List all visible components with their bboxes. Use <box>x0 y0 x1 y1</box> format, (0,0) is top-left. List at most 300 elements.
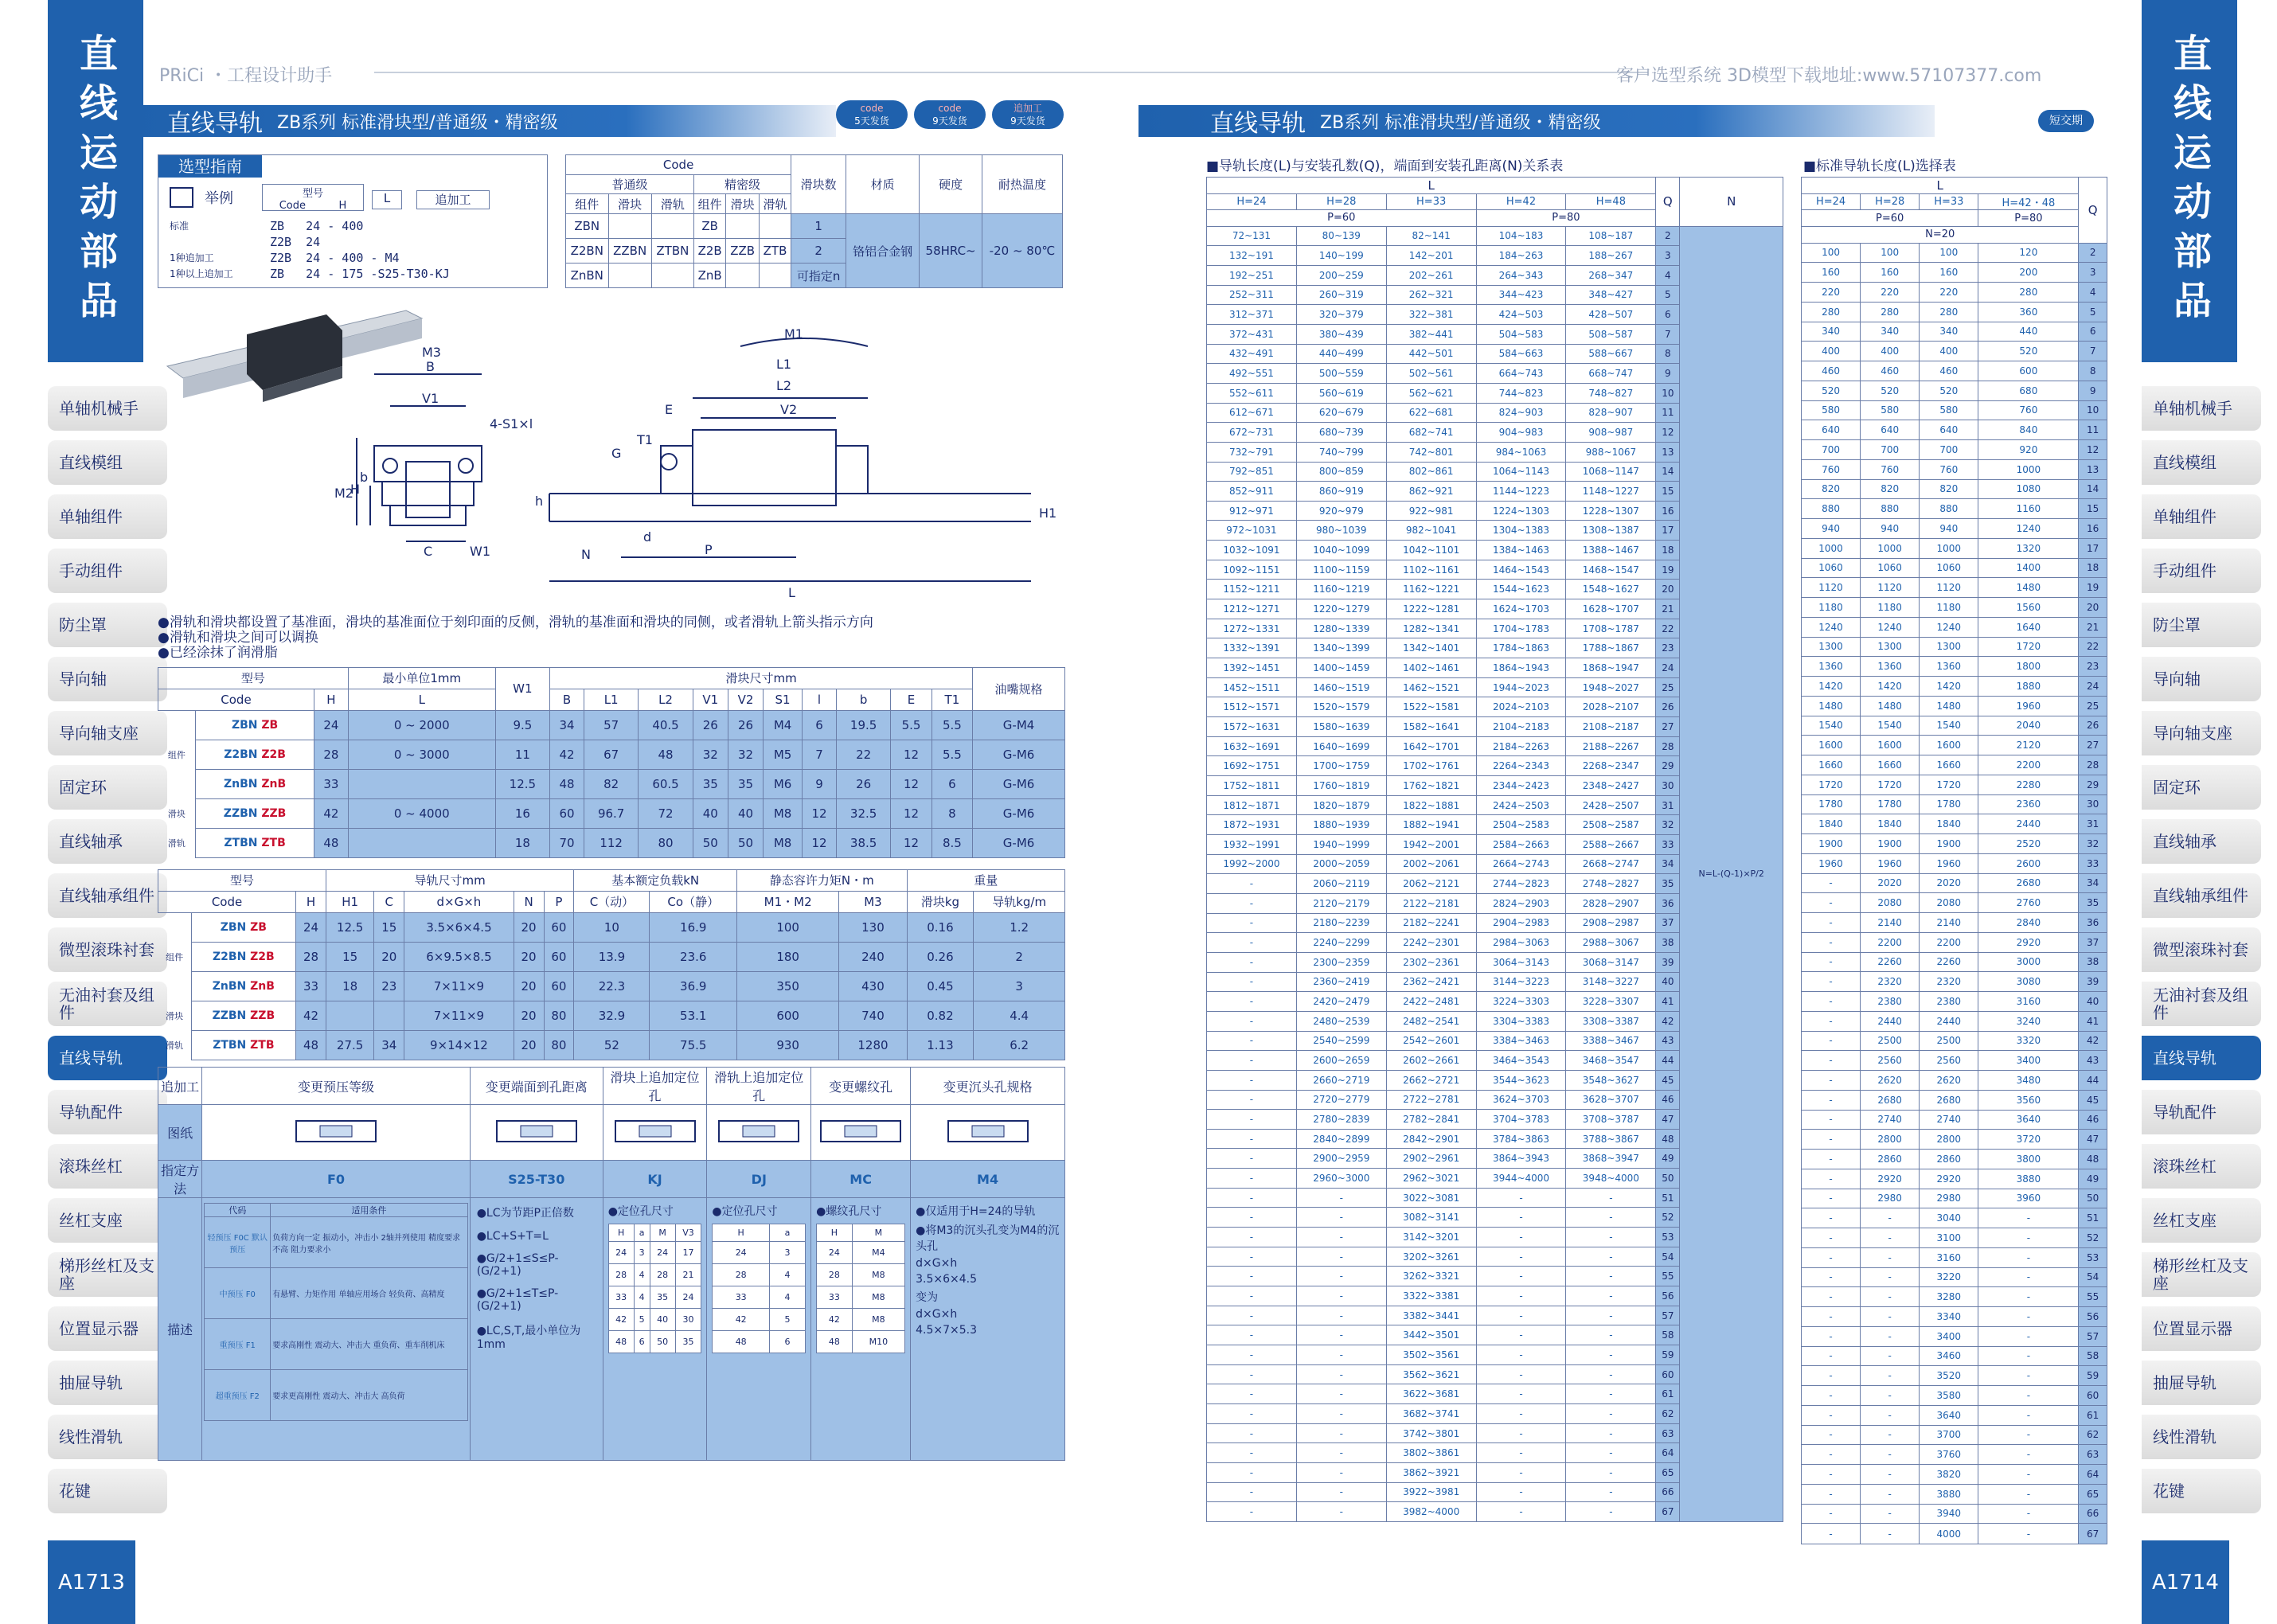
normal-head: 普通级 <box>566 174 694 194</box>
t1-cell-1-0: 132~191 <box>1207 246 1297 266</box>
preload-code-1: 中预压 F0 <box>205 1268 271 1319</box>
dim-code-a-1: Z2BN <box>224 748 258 761</box>
t2-cell-22-1: 1420 <box>1861 677 1920 697</box>
t1-cell-29-2: 1822~1881 <box>1386 795 1476 815</box>
rail-col-4: P <box>544 891 574 912</box>
t2-cell-30-2: 1900 <box>1920 834 1978 854</box>
dim-col-3: V1 <box>693 689 728 710</box>
t2-cell-7-4: 9 <box>2079 381 2107 400</box>
dim-v-4-6: 12 <box>803 828 837 857</box>
t2-cell-59-4: 61 <box>2079 1405 2107 1425</box>
code-cell-2-4 <box>726 264 759 288</box>
dim-v-0-4: 26 <box>728 710 763 740</box>
dim-v-3-2: 72 <box>639 798 693 828</box>
nav-item-16[interactable]: 梯形丝杠及支座 <box>48 1252 167 1297</box>
t2-cell-32-4: 34 <box>2079 873 2107 893</box>
t1-cell-56-2: 3442~3501 <box>1386 1325 1476 1345</box>
nav-item-3[interactable]: 手动组件 <box>2142 548 2261 593</box>
note-1: ●滑轨和滑块都设置了基准面，滑块的基准面位于刻印面的反侧，滑轨的基准面和滑块的同侧，或者滑轨上箭头指示方向 <box>158 615 873 630</box>
t2-cell-0-4: 2 <box>2079 243 2107 263</box>
dim-block-head: 滑块尺寸mm <box>550 668 973 689</box>
kj-r-3-2: 40 <box>650 1309 675 1331</box>
nav-item-11[interactable]: 无油衬套及组件 <box>2142 982 2261 1026</box>
t2-cell-35-1: 2200 <box>1861 932 1920 952</box>
t2-cell-56-0: - <box>1802 1346 1861 1366</box>
nav-item-7[interactable]: 固定环 <box>2142 765 2261 810</box>
m4-desc-cell <box>911 1198 1065 1461</box>
t2-cell-23-3: 1960 <box>1978 696 2079 716</box>
dim-v-0-0: 34 <box>550 710 584 740</box>
t1-cell-17-5: 19 <box>1656 560 1680 580</box>
t1-cell-61-4: - <box>1566 1423 1656 1443</box>
lbl-h: H <box>350 482 361 497</box>
nav-item-11[interactable]: 无油衬套及组件 <box>48 982 167 1026</box>
nav-item-1[interactable]: 直线模组 <box>2142 440 2261 485</box>
t1-cell-29-5: 31 <box>1656 795 1680 815</box>
t1-cell-33-4: 2748~2827 <box>1566 874 1656 894</box>
t1-cell-49-5: 51 <box>1656 1188 1680 1208</box>
dim-v-2-0: 48 <box>550 769 584 798</box>
t2-cell-16-3: 1400 <box>1978 558 2079 578</box>
t2-cell-63-0: - <box>1802 1484 1861 1504</box>
nav-item-2[interactable]: 单轴组件 <box>48 494 167 539</box>
t1-cell-43-2: 2662~2721 <box>1386 1070 1476 1090</box>
nav-item-9[interactable]: 直线轴承组件 <box>2142 873 2261 918</box>
t2-cell-6-0: 460 <box>1802 361 1861 381</box>
t1-cell-39-1: 2420~2479 <box>1296 992 1386 1012</box>
t2-cell-56-3: - <box>1978 1346 2079 1366</box>
t2-cell-51-2: 3160 <box>1920 1247 1978 1267</box>
dim-side-1: 组件 <box>167 749 186 760</box>
nav-item-10[interactable]: 微型滚珠衬套 <box>2142 927 2261 972</box>
rail-v-4-2: 9×14×12 <box>404 1030 514 1060</box>
t2-cell-20-3: 1720 <box>1978 637 2079 657</box>
t2-cell-15-1: 1000 <box>1861 538 1920 558</box>
t1-cell-41-1: 2540~2599 <box>1296 1031 1386 1051</box>
nav-item-14[interactable]: 滚珠丝杠 <box>2142 1144 2261 1189</box>
t1-cell-11-1: 740~799 <box>1296 442 1386 462</box>
t1-cell-54-4: - <box>1566 1286 1656 1306</box>
t1-cell-63-5: 65 <box>1656 1462 1680 1482</box>
t1-cell-46-1: 2840~2899 <box>1296 1129 1386 1149</box>
t1-cell-40-1: 2480~2539 <box>1296 1011 1386 1031</box>
nav-item-15[interactable]: 丝杠支座 <box>2142 1198 2261 1243</box>
t1-cell-15-2: 982~1041 <box>1386 521 1476 541</box>
nav-item-19[interactable]: 线性滑轨 <box>48 1415 167 1459</box>
t1-cell-1-1: 140~199 <box>1296 246 1386 266</box>
nav-item-15[interactable]: 丝杠支座 <box>48 1198 167 1243</box>
rail-v-2-2: 7×11×9 <box>404 971 514 1001</box>
t1-cell-60-5: 62 <box>1656 1404 1680 1424</box>
t1-cell-31-0: 1932~1991 <box>1207 834 1297 854</box>
block-head: 滑块 <box>608 194 651 214</box>
dim-v-2-8: 12 <box>891 769 931 798</box>
addon-spec-2: KJ <box>603 1161 707 1198</box>
t2-cell-50-4: 52 <box>2079 1228 2107 1248</box>
rail-code-4 <box>191 1030 295 1060</box>
t2-cell-37-3: 3080 <box>1978 972 2079 992</box>
t1-cell-51-2: 3142~3201 <box>1386 1228 1476 1247</box>
t1-cell-42-0: - <box>1207 1051 1297 1071</box>
t1-cell-61-1: - <box>1296 1423 1386 1443</box>
nav-item-2[interactable]: 单轴组件 <box>2142 494 2261 539</box>
delivery-badge-0 <box>836 100 908 129</box>
t2-cell-32-0: - <box>1802 873 1861 893</box>
code-cell-2-2 <box>651 264 693 288</box>
t1-cell-2-4: 268~347 <box>1566 265 1656 285</box>
dim-w1-0: 9.5 <box>495 710 549 740</box>
t2-cell-21-4: 23 <box>2079 657 2107 677</box>
rail-moment-col-1: M3 <box>839 891 907 912</box>
rail-v-0-1: 15 <box>374 912 404 942</box>
t2-cell-65-0: - <box>1802 1524 1861 1544</box>
nav-item-12[interactable]: 直线导轨 <box>48 1036 167 1080</box>
addon-spec-label: 指定方法 <box>158 1161 202 1198</box>
t1-cell-62-1: - <box>1296 1443 1386 1463</box>
t1-cell-12-5: 14 <box>1656 462 1680 482</box>
t1-cell-61-2: 3742~3801 <box>1386 1423 1476 1443</box>
selection-guide <box>158 154 548 288</box>
t2-cell-14-3: 1240 <box>1978 519 2079 539</box>
t1-cell-42-2: 2602~2661 <box>1386 1051 1476 1071</box>
t1-cell-29-4: 2428~2507 <box>1566 795 1656 815</box>
preload-code-3: 超重预压 F2 <box>205 1370 271 1421</box>
t2-cell-39-1: 2440 <box>1861 1011 1920 1031</box>
t2-cell-24-3: 2040 <box>1978 716 2079 736</box>
rail-v-3-8: 740 <box>839 1001 907 1030</box>
t1-cell-53-0: - <box>1207 1267 1297 1286</box>
t2-cell-41-3: 3400 <box>1978 1051 2079 1071</box>
nav-item-6[interactable]: 导向轴支座 <box>2142 711 2261 755</box>
t1-cell-33-1: 2060~2119 <box>1296 874 1386 894</box>
rail-v-1-1: 20 <box>374 942 404 971</box>
t2-cell-22-3: 1880 <box>1978 677 2079 697</box>
t1-cell-54-1: - <box>1296 1286 1386 1306</box>
t1-cell-3-0: 252~311 <box>1207 285 1297 305</box>
t1-cell-38-4: 3148~3227 <box>1566 972 1656 992</box>
t1-cell-50-3: - <box>1476 1208 1566 1228</box>
t1-cell-35-4: 2908~2987 <box>1566 913 1656 933</box>
header-rule <box>374 72 1648 73</box>
dim-code-a-0: ZBN <box>231 718 258 732</box>
rail-v-2-10: 3 <box>974 971 1065 1001</box>
addon-spec-1: S25-T30 <box>470 1161 603 1198</box>
t1-formula: N=L-(Q-1)×P/2 <box>1680 226 1783 1521</box>
t2-cell-19-1: 1240 <box>1861 617 1920 637</box>
t2-cell-58-2: 3580 <box>1920 1386 1978 1406</box>
nav-item-14[interactable]: 滚珠丝杠 <box>48 1144 167 1189</box>
s-desc-0: ●LC为节距P正倍数 <box>476 1207 574 1220</box>
dim-col-2: L2 <box>639 689 693 710</box>
dim-code-b-0: ZB <box>261 718 279 732</box>
dim-code-1 <box>196 740 314 769</box>
t2-cell-60-1: - <box>1861 1425 1920 1445</box>
nav-item-13[interactable]: 导轨配件 <box>48 1090 167 1134</box>
dim-side-4: 滑轨 <box>167 837 186 849</box>
t1-cell-53-2: 3262~3321 <box>1386 1267 1476 1286</box>
preload-cond-0: 负荷方向一定 振动小，冲击小 2轴并列使用 精度要求不高 阻力要求小 <box>271 1217 468 1268</box>
nav-item-1[interactable]: 直线模组 <box>48 440 167 485</box>
t1-cell-10-0: 672~731 <box>1207 423 1297 443</box>
dj-r-0-0: 24 <box>713 1242 770 1264</box>
nav-item-4[interactable]: 防尘罩 <box>48 603 167 647</box>
t2-cell-65-3: - <box>1978 1524 2079 1544</box>
lbl-m3: M3 <box>422 345 441 360</box>
code-cell-0-2 <box>651 214 693 239</box>
dim-code-0 <box>196 710 314 740</box>
t2-cell-51-3: - <box>1978 1247 2079 1267</box>
t2-cell-7-3: 680 <box>1978 381 2079 400</box>
t2-cell-44-0: - <box>1802 1110 1861 1130</box>
nav-item-18[interactable]: 抽屉导轨 <box>48 1360 167 1405</box>
nav-item-8[interactable]: 直线轴承 <box>2142 819 2261 864</box>
t1-cell-49-4: - <box>1566 1188 1656 1208</box>
t2-cell-54-0: - <box>1802 1307 1861 1327</box>
t1-p60: P=60 <box>1207 210 1477 227</box>
t2-cell-48-4: 50 <box>2079 1189 2107 1208</box>
t1-cell-49-0: - <box>1207 1188 1297 1208</box>
dim-v-0-2: 40.5 <box>639 710 693 740</box>
code-cell-1-0: Z2BN <box>566 239 609 264</box>
t1-cell-19-0: 1212~1271 <box>1207 599 1297 619</box>
t2-cell-57-2: 3520 <box>1920 1366 1978 1386</box>
t2-cell-49-0: - <box>1802 1208 1861 1228</box>
nav-item-5[interactable]: 导向轴 <box>2142 657 2261 701</box>
nav-item-20[interactable]: 花键 <box>48 1469 167 1513</box>
t1-cell-3-2: 262~321 <box>1386 285 1476 305</box>
qty-head: 滑块数 <box>791 155 846 214</box>
t2-cell-57-3: - <box>1978 1366 2079 1386</box>
t2-cell-34-4: 36 <box>2079 913 2107 933</box>
nav-item-13[interactable]: 导轨配件 <box>2142 1090 2261 1134</box>
mc-title: ●螺纹孔尺寸 <box>816 1205 882 1218</box>
right-subtitle: ZB系列 标准滑块型/普通级・精密级 <box>1320 112 1601 133</box>
dim-v-4-3: 50 <box>693 828 728 857</box>
t2-cell-9-0: 640 <box>1802 420 1861 440</box>
kj-r-0-1: 3 <box>634 1242 650 1264</box>
t1-cell-51-5: 53 <box>1656 1228 1680 1247</box>
t2-cell-14-2: 940 <box>1920 519 1978 539</box>
preload-head-cond: 适用条件 <box>271 1204 468 1217</box>
rail-weight-col-1: 导轨kg/m <box>974 891 1065 912</box>
nav-item-8[interactable]: 直线轴承 <box>48 819 167 864</box>
rail-v-4-6: 75.5 <box>650 1030 737 1060</box>
dim-col-5: S1 <box>764 689 803 710</box>
nav-item-18[interactable]: 抽屉导轨 <box>2142 1360 2261 1405</box>
t2-cell-28-3: 2360 <box>1978 794 2079 814</box>
t1-cell-3-4: 348~427 <box>1566 285 1656 305</box>
t2-cell-64-2: 3940 <box>1920 1504 1978 1524</box>
t2-cell-18-3: 1560 <box>1978 598 2079 618</box>
t2-cell-37-2: 2320 <box>1920 972 1978 992</box>
t2-cell-5-3: 520 <box>1978 342 2079 361</box>
t2-cell-4-2: 340 <box>1920 322 1978 342</box>
t2-cell-36-2: 2260 <box>1920 952 1978 972</box>
t2-cell-33-0: - <box>1802 893 1861 913</box>
nav-item-3[interactable]: 手动组件 <box>48 548 167 593</box>
nav-item-0[interactable]: 单轴机械手 <box>2142 386 2261 431</box>
t2-cell-2-4: 4 <box>2079 283 2107 303</box>
code-cell-1-1: ZZBN <box>608 239 651 264</box>
t1-cell-9-4: 828~907 <box>1566 403 1656 423</box>
t1-cell-37-1: 2300~2359 <box>1296 952 1386 972</box>
t1-cell-34-2: 2122~2181 <box>1386 893 1476 913</box>
t2-cell-41-4: 43 <box>2079 1051 2107 1071</box>
nav-item-17[interactable]: 位置显示器 <box>48 1306 167 1351</box>
t2-cell-26-0: 1660 <box>1802 755 1861 775</box>
rail-code-head: Code <box>158 891 296 912</box>
t2-cell-53-3: - <box>1978 1287 2079 1307</box>
t2-cell-6-2: 460 <box>1920 361 1978 381</box>
dj-r-1-1: 4 <box>769 1264 805 1286</box>
t2-cell-11-0: 760 <box>1802 459 1861 479</box>
t2-cell-3-4: 5 <box>2079 302 2107 322</box>
dim-n-1: G-M6 <box>973 740 1065 769</box>
t1-cell-5-1: 380~439 <box>1296 324 1386 344</box>
t1-cell-11-0: 732~791 <box>1207 442 1297 462</box>
kj-r-2-0: 33 <box>608 1286 634 1309</box>
t2-cell-14-4: 16 <box>2079 519 2107 539</box>
t2-cell-32-2: 2020 <box>1920 873 1978 893</box>
t1-cell-54-2: 3322~3381 <box>1386 1286 1476 1306</box>
dj-h-1: a <box>769 1224 805 1242</box>
nav-item-20[interactable]: 花键 <box>2142 1469 2261 1513</box>
t1-cell-39-2: 2422~2481 <box>1386 992 1476 1012</box>
t1-cell-12-1: 800~859 <box>1296 462 1386 482</box>
t2-h-3: H=42・48 <box>1978 193 2079 210</box>
t1-cell-33-0: - <box>1207 874 1297 894</box>
nav-item-16[interactable]: 梯形丝杠及支座 <box>2142 1252 2261 1297</box>
t2-cell-3-3: 360 <box>1978 302 2079 322</box>
t2-cell-34-2: 2140 <box>1920 913 1978 933</box>
t1-cell-4-1: 320~379 <box>1296 305 1386 325</box>
badge-code-2: 追加工 <box>1013 103 1042 114</box>
dim-l-2 <box>348 769 495 798</box>
t1-cell-53-1: - <box>1296 1267 1386 1286</box>
code-cell-2-3: ZnB <box>693 264 726 288</box>
nav-item-7[interactable]: 固定环 <box>48 765 167 810</box>
t2-cell-53-1: - <box>1861 1287 1920 1307</box>
t1-cell-56-1: - <box>1296 1325 1386 1345</box>
guide-row-label-2: 1种追加工 <box>170 252 214 264</box>
t1-cell-65-0: - <box>1207 1502 1297 1522</box>
t1-cell-30-5: 32 <box>1656 815 1680 835</box>
t1-cell-16-2: 1042~1101 <box>1386 541 1476 560</box>
addon-figure-label: 图纸 <box>158 1105 202 1161</box>
mc-r-3-0: 42 <box>817 1309 852 1331</box>
t1-cell-54-0: - <box>1207 1286 1297 1306</box>
t1-cell-38-0: - <box>1207 972 1297 992</box>
dim-v-1-3: 32 <box>693 740 728 769</box>
t2-cell-17-4: 19 <box>2079 578 2107 598</box>
t1-cell-46-5: 48 <box>1656 1129 1680 1149</box>
nav-item-5[interactable]: 导向轴 <box>48 657 167 701</box>
lbl-g: G <box>611 446 622 461</box>
t1-cell-2-5: 4 <box>1656 265 1680 285</box>
rail-code-b-0: ZB <box>250 920 267 934</box>
t1-cell-18-3: 1544~1623 <box>1476 580 1566 599</box>
t1-cell-8-0: 552~611 <box>1207 383 1297 403</box>
t1-cell-45-5: 47 <box>1656 1110 1680 1130</box>
nav-item-10[interactable]: 微型滚珠衬套 <box>48 927 167 972</box>
t1-cell-64-5: 66 <box>1656 1482 1680 1502</box>
t2-cell-0-3: 120 <box>1978 243 2079 263</box>
t1-cell-13-4: 1148~1227 <box>1566 482 1656 502</box>
t1-cell-24-0: 1512~1571 <box>1207 697 1297 717</box>
t2-cell-28-0: 1780 <box>1802 794 1861 814</box>
t2-cell-52-4: 54 <box>2079 1267 2107 1287</box>
nav-item-4[interactable]: 防尘罩 <box>2142 603 2261 647</box>
t2-cell-46-1: 2860 <box>1861 1150 1920 1169</box>
nav-item-0[interactable]: 单轴机械手 <box>48 386 167 431</box>
mc-r-1-0: 28 <box>817 1264 852 1286</box>
dim-v-1-6: 7 <box>803 740 837 769</box>
nav-item-17[interactable]: 位置显示器 <box>2142 1306 2261 1351</box>
rail-code-b-3: ZZB <box>250 1009 275 1022</box>
lbl-e: E <box>665 402 674 417</box>
t1-cell-28-4: 2348~2427 <box>1566 776 1656 796</box>
t1-cell-52-2: 3202~3261 <box>1386 1247 1476 1267</box>
rail-load-col-1: Co（静） <box>650 891 737 912</box>
t2-cell-31-0: 1960 <box>1802 853 1861 873</box>
t1-cell-45-1: 2780~2839 <box>1296 1110 1386 1130</box>
t2-cell-61-2: 3760 <box>1920 1445 1978 1465</box>
t1-cell-55-2: 3382~3441 <box>1386 1306 1476 1325</box>
dim-w1-2: 12.5 <box>495 769 549 798</box>
dim-l-3: 0 ~ 4000 <box>348 798 495 828</box>
kj-h-3: V3 <box>675 1224 701 1242</box>
t1-cell-0-1: 80~139 <box>1296 226 1386 246</box>
dj-h-0: H <box>713 1224 770 1242</box>
kj-title: ●定位孔尺寸 <box>607 1205 674 1218</box>
t2-cell-8-0: 580 <box>1802 400 1861 420</box>
badge-text-1: 9天发货 <box>932 115 967 127</box>
t2-cell-15-0: 1000 <box>1802 538 1861 558</box>
t2-cell-17-3: 1480 <box>1978 578 2079 598</box>
t2-cell-10-1: 700 <box>1861 440 1920 460</box>
addon-head-3: 滑块上追加定位孔 <box>603 1068 707 1105</box>
dj-r-2-1: 4 <box>769 1286 805 1309</box>
t1-cell-61-5: 63 <box>1656 1423 1680 1443</box>
t1-cell-23-1: 1460~1519 <box>1296 677 1386 697</box>
t1-cell-46-2: 2842~2901 <box>1386 1129 1476 1149</box>
t2-cell-45-3: 3720 <box>1978 1130 2079 1150</box>
t1-cell-11-3: 984~1063 <box>1476 442 1566 462</box>
t2-cell-33-4: 35 <box>2079 893 2107 913</box>
length-hole-table <box>1206 177 1783 1522</box>
qty-0: 1 <box>791 214 846 239</box>
t2-q-head: Q <box>2079 178 2107 244</box>
t1-cell-6-1: 440~499 <box>1296 344 1386 364</box>
t1-cell-20-3: 1704~1783 <box>1476 619 1566 638</box>
t1-cell-43-0: - <box>1207 1070 1297 1090</box>
t1-cell-21-1: 1340~1399 <box>1296 638 1386 658</box>
t1-cell-37-0: - <box>1207 952 1297 972</box>
addon-head-2: 变更端面到孔距离 <box>470 1068 603 1105</box>
nav-item-12[interactable]: 直线导轨 <box>2142 1036 2261 1080</box>
kj-table <box>608 1224 702 1353</box>
guide-model-box <box>262 184 364 211</box>
t2-cell-30-0: 1900 <box>1802 834 1861 854</box>
nav-item-19[interactable]: 线性滑轨 <box>2142 1415 2261 1459</box>
t2-cell-13-4: 15 <box>2079 499 2107 519</box>
t1-cell-25-5: 27 <box>1656 717 1680 737</box>
dim-v-4-0: 70 <box>550 828 584 857</box>
rail-code-b-1: Z2B <box>250 950 275 963</box>
t1-cell-27-0: 1692~1751 <box>1207 756 1297 776</box>
nav-item-9[interactable]: 直线轴承组件 <box>48 873 167 918</box>
nav-item-6[interactable]: 导向轴支座 <box>48 711 167 755</box>
